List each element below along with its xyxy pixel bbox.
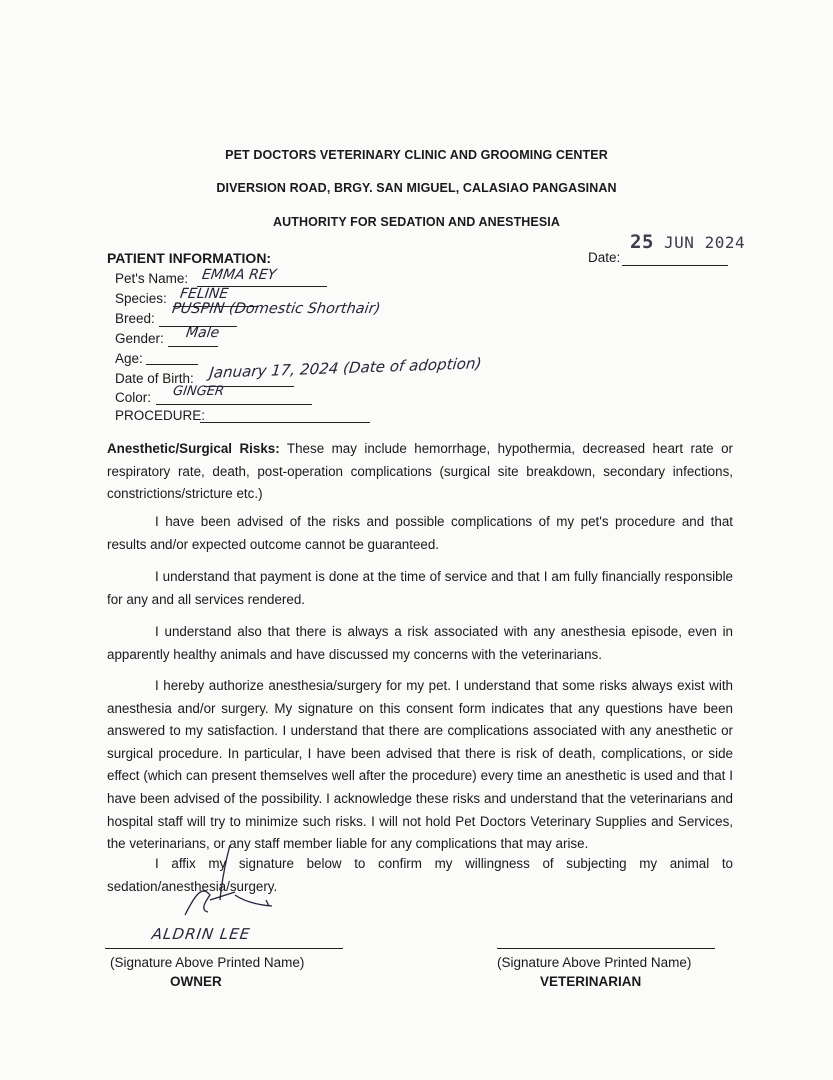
gender-label: Gender: [115, 331, 164, 346]
gender-value: Male [184, 325, 221, 341]
owner-printed-name: ALDRIN LEE [150, 925, 252, 943]
paragraph-1 [107, 511, 733, 556]
species-value: FELINE [178, 286, 230, 302]
breed-label: Breed: [115, 311, 155, 326]
risks-heading: Anesthetic/Surgical Risks: [107, 441, 280, 456]
owner-signature-line [105, 948, 343, 949]
color-label: Color: [115, 390, 152, 405]
vet-signature-line [497, 948, 715, 949]
age-label: Age: [115, 351, 143, 366]
species-label: Species: [115, 291, 167, 306]
clinic-name: PET DOCTORS VETERINARY CLINIC AND GROOMING CENTER [225, 148, 608, 162]
paragraph-2 [107, 566, 733, 611]
date-label: Date: [588, 250, 621, 265]
gender-underline [168, 346, 218, 347]
date-stamp-month-year: JUN 2024 [664, 233, 746, 252]
paragraph-1-text: I have been advised of the risks and possible complications of my pet's procedure and that results and/or expected outcome cannot be guaranteed. [107, 514, 733, 552]
paragraph-3 [107, 621, 733, 666]
procedure-label: PROCEDURE: [115, 408, 206, 423]
pet-name-label: Pet's Name: [115, 271, 189, 286]
risks-paragraph [107, 438, 733, 506]
owner-signature-scribble [150, 840, 310, 930]
paragraph-5-text: I affix my signature below to confirm my willingness of subjecting my animal to sedation/anesthesia/surgery. [107, 856, 733, 894]
patient-info-heading: PATIENT INFORMATION: [107, 250, 272, 266]
age-underline [146, 364, 198, 365]
clinic-address: DIVERSION ROAD, BRGY. SAN MIGUEL, CALASIAO PANGASINAN [216, 181, 617, 195]
breed-value: PUSPIN (Domestic Shorthair) [170, 301, 382, 317]
form-title: AUTHORITY FOR SEDATION AND ANESTHESIA [272, 215, 561, 229]
owner-role: OWNER [170, 974, 222, 989]
date-stamp-day: 25 [630, 231, 654, 253]
vet-role: VETERINARIAN [540, 974, 642, 989]
procedure-underline [200, 422, 370, 423]
pet-name-value: EMMA REY [200, 267, 278, 283]
paragraph-3-text: I understand also that there is always a risk associated with any anesthesia episode, even in apparently healthy animals and have discussed my concerns with the veterinarians. [107, 624, 733, 662]
risks-text: These may include hemorrhage, hypothermia, decreased heart rate or respiratory rate, death, post-operation complications (surgical site breakdown, secondary infections, constrictions/stricture etc.) [107, 441, 733, 502]
paragraph-4 [107, 675, 733, 856]
date-underline [622, 265, 728, 266]
color-underline [156, 404, 312, 405]
vet-signature-caption: (Signature Above Printed Name) [497, 955, 692, 970]
owner-signature-caption: (Signature Above Printed Name) [110, 955, 305, 970]
date-stamp [630, 231, 745, 253]
paragraph-4-text: I hereby authorize anesthesia/surgery for my pet. I understand that some risks always exist with anesthesia and/or surgery. My signature on this consent form indicates that any questions have been answered to my satisfaction. I understand that there are complications associated with any anesthetic or surgical procedure. In particular, I have been advised that there is risk of death, complications, or side effect (which can present themselves well after the procedure) every time an anesthetic is used and that I have been advised of the possibility. I acknowledge these risks and understand that the veterinarians and hospital staff will try to minimize such risks. I will not hold Pet Doctors Veterinary Supplies and Services, the veterinarians, or any staff member liable for any complications that may arise. [107, 678, 733, 852]
paragraph-2-text: I understand that payment is done at the time of service and that I am fully financially responsible for any and all services rendered. [107, 569, 733, 607]
dob-value: January 17, 2024 (Date of adoption) [208, 354, 483, 382]
color-value: GINGER [171, 384, 226, 399]
dob-label: Date of Birth: [115, 371, 194, 386]
